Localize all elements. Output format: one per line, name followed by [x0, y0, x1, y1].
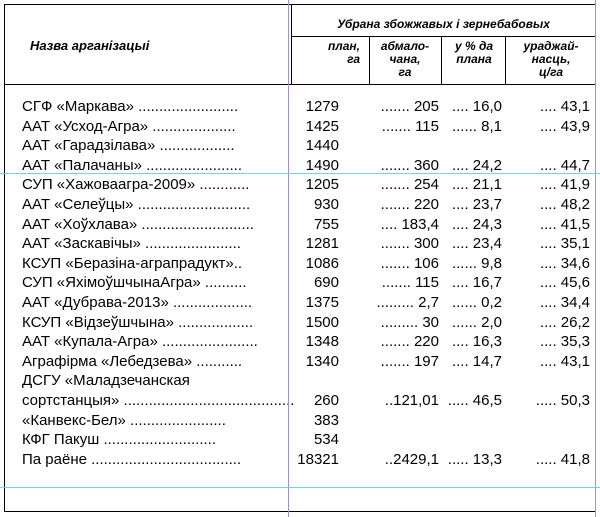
plan-value: 1205 [305, 176, 339, 194]
percent-value: .... 23,7 [451, 195, 502, 213]
yield-value: .... 34,6 [539, 254, 590, 272]
threshed-value: ......... 2,7 [376, 293, 439, 311]
threshed-value: ..121,01 [384, 391, 439, 409]
header-organization-name: Назва арганізацыі [30, 38, 150, 53]
threshed-value: ..2429,1 [384, 450, 439, 468]
percent-value: .... 16,7 [451, 274, 502, 292]
organization-name: ААТ «Гарадзілава» .................. [22, 137, 235, 155]
header-divider [4, 84, 596, 85]
table-row [22, 293, 590, 313]
organization-name: СУП «ЯхімоўшчынаАгра» .......... [22, 274, 247, 292]
organization-name: сортстанцыя» ......................................... [22, 391, 295, 409]
plan-value: 690 [313, 274, 339, 292]
organization-name: ДСГУ «Маладзечанская [22, 372, 190, 390]
percent-value: .... 16,0 [451, 98, 502, 115]
header-subdivider [291, 36, 596, 37]
guide-line [0, 487, 600, 488]
organization-name: ААТ «Заскавічы» ....................... [22, 235, 241, 253]
table-row [22, 411, 590, 431]
yield-value: .... 35,1 [539, 235, 590, 253]
percent-value: .... 16,3 [451, 333, 502, 351]
percent-value: ...... 8,1 [451, 117, 502, 135]
table-row [22, 175, 590, 195]
table-row [22, 391, 590, 411]
percent-value: ...... 9,8 [451, 254, 502, 272]
table-row [22, 313, 590, 333]
organization-name: СУП «Хажоваагра-2009» ............ [22, 176, 250, 194]
column-divider [369, 36, 370, 85]
percent-value: .... 24,3 [451, 215, 502, 233]
threshed-value: ....... 300 [380, 235, 439, 253]
plan-value: 1086 [305, 254, 339, 272]
plan-value: 383 [313, 411, 339, 429]
percent-value: .... 24,2 [451, 156, 502, 174]
yield-value: .... 35,3 [539, 333, 590, 351]
plan-value: 1348 [305, 333, 339, 351]
organization-name: ААТ «Усход-Агра» .................... [22, 117, 236, 135]
plan-value: 1500 [305, 313, 339, 331]
organization-name: КСУП «Беразіна-аграпрадукт».. [22, 254, 243, 272]
organization-name: «Канвекс-Бел» ....................... [22, 411, 226, 429]
threshed-value: ....... 115 [381, 117, 439, 135]
table-row [22, 332, 590, 352]
percent-value: .... 23,4 [451, 235, 502, 253]
plan-value: 1281 [305, 235, 339, 253]
percent-value: .... 21,1 [451, 176, 502, 194]
plan-value: 1440 [305, 137, 339, 155]
table-row [22, 430, 590, 450]
threshed-value: ....... 106 [380, 254, 439, 272]
organization-name: Аграфірма «Лебедзева» ........... [22, 352, 243, 370]
organization-name: ААТ «Селеўцы» ........................... [22, 195, 251, 213]
table-row [22, 450, 590, 470]
organization-name: ААТ «Хоўхлава» ........................... [22, 215, 254, 233]
yield-value: .... 48,2 [539, 195, 590, 213]
guide-line [0, 173, 600, 174]
table-row [22, 136, 590, 156]
plan-value: 534 [313, 431, 339, 449]
yield-value: .... 44,7 [539, 156, 590, 174]
yield-value: .... 41,9 [539, 176, 590, 194]
threshed-value: ....... 360 [380, 156, 439, 174]
plan-value: 1425 [305, 117, 339, 135]
header-col-yield: ураджай- насць, ц/га [523, 39, 579, 79]
table-row [22, 195, 590, 215]
yield-value: ..... 50,3 [535, 391, 590, 409]
percent-value: ..... 46,5 [447, 391, 502, 409]
plan-value: 755 [313, 215, 339, 233]
table-row [22, 254, 590, 274]
threshed-value: ....... 254 [380, 176, 439, 194]
table-row [22, 97, 590, 117]
organization-name: ААТ «Купала-Агра» ....................... [22, 333, 258, 351]
plan-value: 1490 [305, 156, 339, 174]
threshed-value: .... 183,4 [380, 215, 439, 233]
yield-value: .... 26,2 [539, 313, 590, 331]
guide-line [595, 0, 596, 517]
table-row [22, 273, 590, 293]
plan-value: 1279 [305, 98, 339, 115]
yield-value: .... 43,1 [539, 352, 590, 370]
threshed-value: ....... 220 [380, 333, 439, 351]
table-row [22, 371, 590, 391]
table-row [22, 352, 590, 372]
threshed-value: ....... 115 [381, 274, 439, 292]
table-row [22, 234, 590, 254]
percent-value: ...... 0,2 [451, 293, 502, 311]
yield-value: ..... 41,8 [535, 450, 590, 468]
threshed-value: ....... 205 [380, 98, 439, 115]
column-divider [505, 36, 506, 85]
plan-value: 1340 [305, 352, 339, 370]
threshed-value: ....... 197 [380, 352, 439, 370]
yield-value: .... 34,4 [539, 293, 590, 311]
percent-value: .... 14,7 [451, 352, 502, 370]
yield-value: .... 43,1 [539, 98, 590, 115]
organization-name: ААТ «Палачаны» ....................... [22, 156, 242, 174]
header-col-plan: план, га [327, 39, 360, 66]
table-row [22, 215, 590, 235]
yield-value: .... 43,9 [539, 117, 590, 135]
plan-value: 260 [313, 391, 339, 409]
plan-value: 930 [313, 195, 339, 213]
header-col-percent: у % да плана [454, 39, 494, 66]
percent-value: ..... 13,3 [447, 450, 502, 468]
header-col-threshed: абмало- чана, га [380, 39, 430, 79]
organization-name: КФГ Пакуш ........................... [22, 431, 216, 449]
plan-value: 18321 [297, 450, 339, 468]
yield-value: .... 45,6 [539, 274, 590, 292]
table-body [22, 97, 590, 469]
organization-name: ААТ «Дубрава-2013» ................... [22, 293, 253, 311]
table-row [22, 117, 590, 137]
yield-value: .... 41,5 [539, 215, 590, 233]
header-harvest-group: Убрана збожжавых і зернебабовых [337, 17, 550, 31]
organization-name: Па раёне .................................... [22, 450, 242, 468]
threshed-value: ......... 30 [380, 313, 439, 331]
percent-value: ...... 2,0 [451, 313, 502, 331]
guide-line [288, 0, 289, 517]
organization-name: СГФ «Маркава» ........................ [22, 98, 239, 115]
threshed-value: ....... 220 [380, 195, 439, 213]
column-divider [441, 36, 442, 85]
organization-name: КСУП «Відзеўшчына» .................. [22, 313, 254, 331]
plan-value: 1375 [305, 293, 339, 311]
